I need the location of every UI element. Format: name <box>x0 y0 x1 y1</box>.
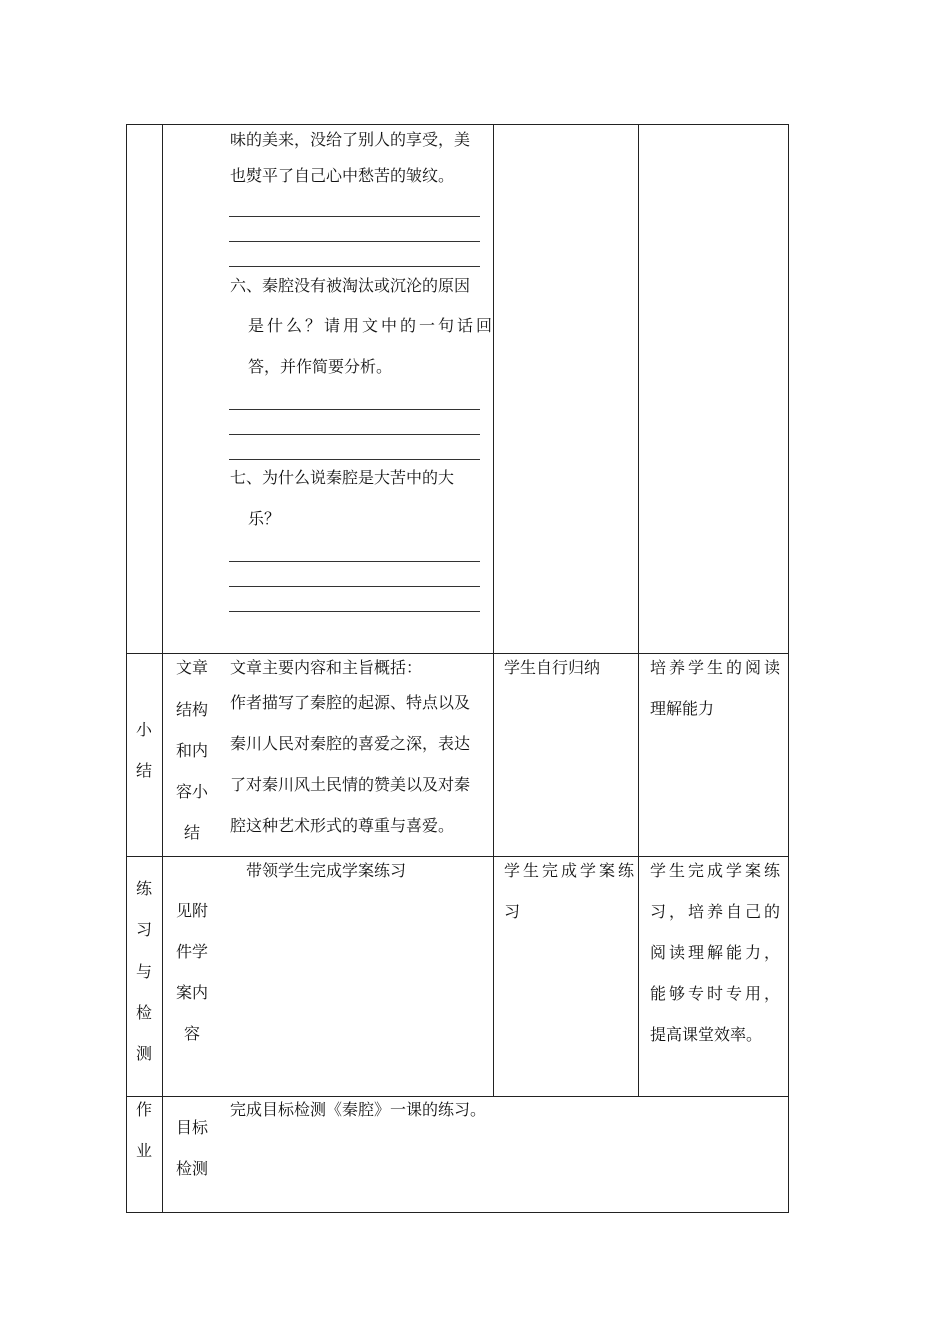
table-border-left <box>126 124 127 1213</box>
answer-blank-line <box>229 216 480 217</box>
section-label-practice: 练 <box>135 879 152 898</box>
section-label-homework: 业 <box>135 1141 152 1160</box>
topic-label: 件学 <box>176 942 209 961</box>
question-6-line: 是什么？请用文中的一句话回 <box>248 316 496 335</box>
section-label-practice: 习 <box>135 920 152 939</box>
design-purpose: 习，培养自己的 <box>650 902 784 921</box>
section-label-summary: 结 <box>135 761 152 780</box>
design-purpose: 提高课堂效率。 <box>650 1025 763 1044</box>
summary-text: 了对秦川风土民情的赞美以及对秦 <box>230 775 471 794</box>
question-7-line: 乐？ <box>248 509 281 528</box>
topic-label: 结 <box>184 823 201 842</box>
column-divider-4 <box>638 124 639 1097</box>
topic-label: 容 <box>184 1024 201 1043</box>
answer-blank-line <box>229 611 480 612</box>
design-purpose: 能够专时专用， <box>650 984 784 1003</box>
answer-blank-line <box>229 266 480 267</box>
student-activity: 学生自行归纳 <box>504 658 601 677</box>
row-divider-summary <box>126 653 789 654</box>
topic-label: 案内 <box>176 983 209 1002</box>
topic-label: 目标 <box>176 1118 209 1137</box>
answer-blank-line <box>229 409 480 410</box>
section-label-summary: 小 <box>135 720 152 739</box>
answer-blank-line <box>229 434 480 435</box>
section-label-practice: 与 <box>135 962 152 981</box>
topic-label: 和内 <box>176 741 209 760</box>
question-7: 七、为什么说秦腔是大苦中的大 <box>230 468 455 487</box>
table-border-top <box>126 124 789 125</box>
design-purpose: 理解能力 <box>650 699 715 718</box>
row-divider-homework <box>126 1096 789 1097</box>
content-line: 也熨平了自己心中愁苦的皱纹。 <box>230 166 455 185</box>
teacher-activity: 带领学生完成学案练习 <box>246 861 407 880</box>
summary-heading: 文章主要内容和主旨概括： <box>230 658 423 677</box>
answer-blank-line <box>229 586 480 587</box>
table-border-right <box>788 124 789 1213</box>
topic-label: 文章 <box>176 658 209 677</box>
design-purpose: 阅读理解能力， <box>650 943 784 962</box>
column-divider-3 <box>493 124 494 1097</box>
topic-label: 结构 <box>176 700 209 719</box>
question-6: 六、秦腔没有被淘汰或沉沦的原因 <box>230 276 471 295</box>
topic-label: 见附 <box>176 901 209 920</box>
content-line: 味的美来，没给了别人的享受，美 <box>230 130 471 149</box>
student-activity: 习 <box>504 902 521 921</box>
answer-blank-line <box>229 459 480 460</box>
student-activity: 学生完成学案练 <box>504 861 638 880</box>
summary-text: 作者描写了秦腔的起源、特点以及 <box>230 693 471 712</box>
question-6-line: 答，并作简要分析。 <box>248 357 393 376</box>
summary-text: 腔这种艺术形式的尊重与喜爱。 <box>230 816 455 835</box>
section-label-practice: 检 <box>135 1003 152 1022</box>
homework-text: 完成目标检测《秦腔》一课的练习。 <box>230 1100 487 1119</box>
topic-label: 检测 <box>176 1159 209 1178</box>
topic-label: 容小 <box>176 782 209 801</box>
summary-text: 秦川人民对秦腔的喜爱之深，表达 <box>230 734 471 753</box>
answer-blank-line <box>229 241 480 242</box>
section-label-homework: 作 <box>135 1100 152 1119</box>
answer-blank-line <box>229 561 480 562</box>
design-purpose: 培养学生的阅读 <box>650 658 784 677</box>
design-purpose: 学生完成学案练 <box>650 861 784 880</box>
column-divider-1 <box>162 124 163 1213</box>
table-border-bottom <box>126 1212 789 1213</box>
row-divider-practice <box>126 856 789 857</box>
section-label-practice: 测 <box>135 1044 152 1063</box>
